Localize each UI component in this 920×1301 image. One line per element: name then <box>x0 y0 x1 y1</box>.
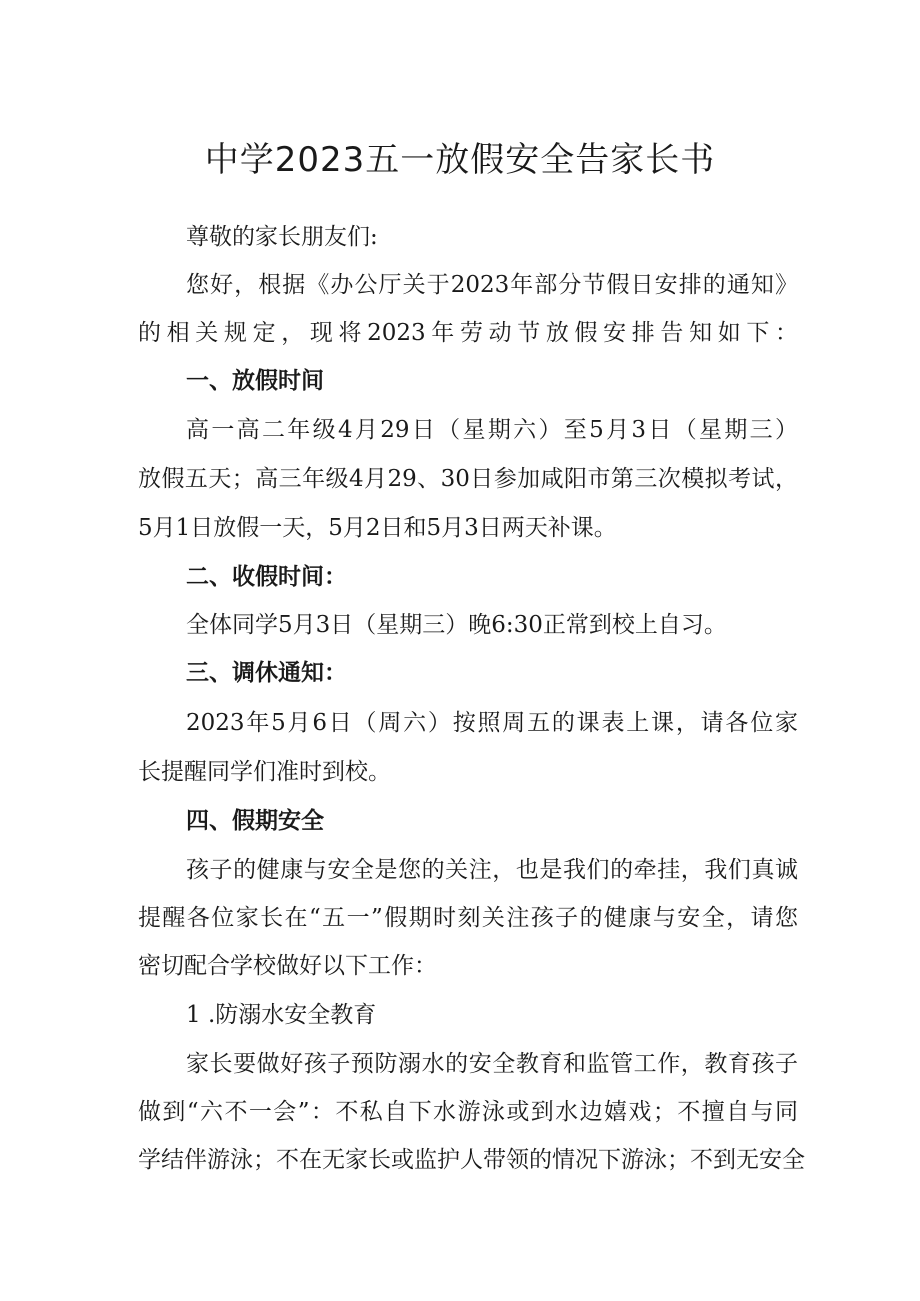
intro-line-1: 您好，根据《办公厅关于2023年部分节假日安排的通知》 <box>186 272 798 298</box>
section4-line-1: 孩子的健康与安全是您的关注，也是我们的牵挂，我们真诚 <box>186 857 798 883</box>
document-title: 中学2023五一放假安全告家长书 <box>204 140 716 180</box>
greeting: 尊敬的家长朋友们: <box>186 224 378 250</box>
item1-line-2: 做到“六不一会”：不私自下水游泳或到水边嬉戏；不擅自与同 <box>138 1099 798 1125</box>
section-heading-holiday-safety: 四、假期安全 <box>186 808 324 834</box>
section-heading-return-time: 二、收假时间： <box>186 564 347 590</box>
section4-line-3: 密切配合学校做好以下工作： <box>138 953 437 979</box>
item1-line-3: 学结伴游泳；不在无家长或监护人带领的情况下游泳；不到无安全 <box>138 1147 805 1173</box>
section3-line-1: 2023年5月6日（周六）按照周五的课表上课，请各位家 <box>186 710 798 736</box>
section-heading-holiday-time: 一、放假时间 <box>186 368 324 394</box>
item1-line-1: 家长要做好孩子预防溺水的安全教育和监管工作，教育孩子 <box>186 1051 798 1077</box>
item1-heading: 1 .防溺水安全教育 <box>186 1002 377 1028</box>
section-heading-schedule-notice: 三、调休通知： <box>186 660 347 686</box>
section1-line-2: 放假五天；高三年级4月29、30日参加咸阳市第三次模拟考试， <box>138 466 798 492</box>
intro-line-2: 的相关规定，现将2023年劳动节放假安排告知如下： <box>138 320 798 346</box>
section2-line-1: 全体同学5月3日（星期三）晚6:30正常到校上自习。 <box>186 612 727 638</box>
section1-line-1: 高一高二年级4月29日（星期六）至5月3日（星期三） <box>186 417 798 443</box>
section4-line-2: 提醒各位家长在“五一”假期时刻关注孩子的健康与安全，请您 <box>138 905 798 931</box>
section1-line-3: 5月1日放假一天，5月2日和5月3日两天补课。 <box>138 515 617 541</box>
section3-line-2: 长提醒同学们准时到校。 <box>138 759 391 785</box>
